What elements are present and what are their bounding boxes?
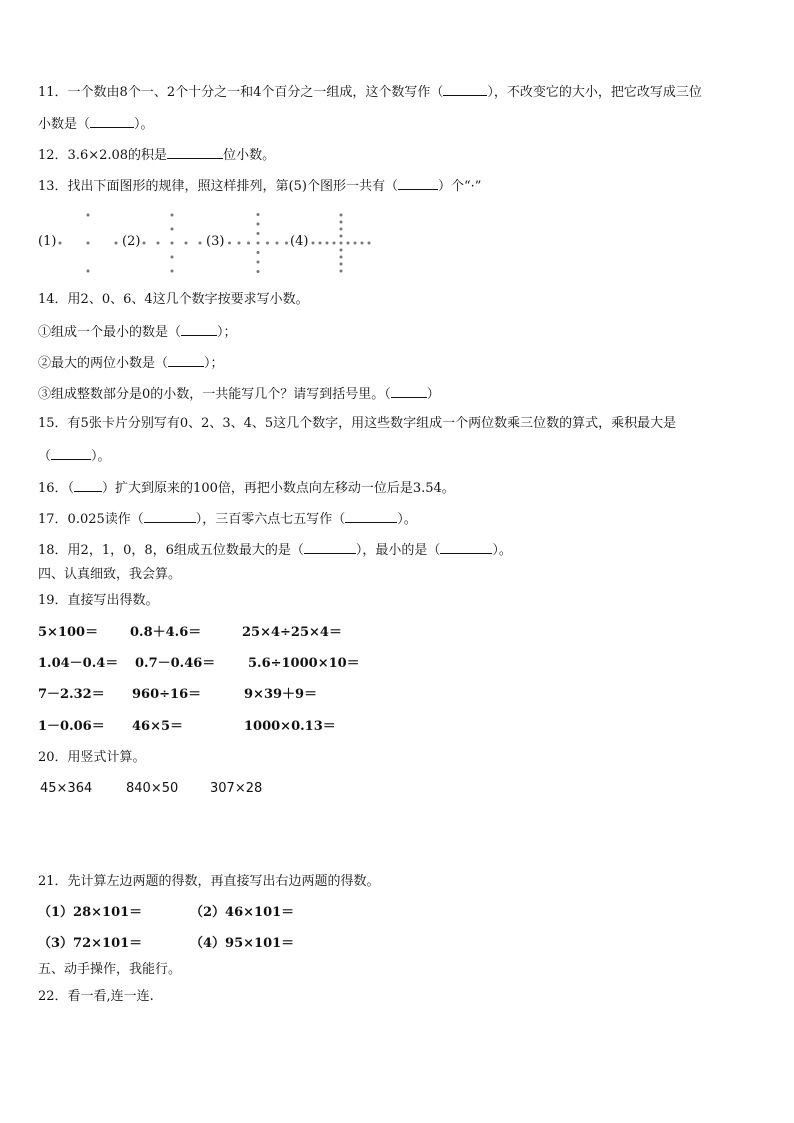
figure-dot bbox=[361, 242, 364, 245]
figure-dot bbox=[171, 214, 174, 217]
figure-dot bbox=[257, 223, 260, 226]
dot-figure-2 bbox=[143, 214, 202, 273]
calc-item: （1）28×101＝ bbox=[38, 905, 143, 920]
figure-dot bbox=[171, 242, 174, 245]
question-15-line-1: 15．有5张卡片分别写有0、2、3、4、5这几个数字，用这些数字组成一个两位数乘三位数的算式，乘积最大是 bbox=[38, 416, 677, 431]
figure-dot bbox=[257, 232, 260, 235]
question-14-sub-2: ②最大的两位小数是（ ）； bbox=[38, 356, 224, 371]
figure-dot bbox=[115, 242, 118, 245]
question-12: 12．3.6×2.08的积是 位小数。 bbox=[38, 148, 276, 163]
figure-dot bbox=[59, 242, 62, 245]
figure-dot bbox=[340, 242, 343, 245]
answer-blank[interactable] bbox=[391, 385, 427, 398]
figure-dot bbox=[171, 228, 174, 231]
question-21-stem: 21．先计算左边两题的得数，再直接写出右边两题的得数。 bbox=[38, 874, 380, 889]
section-4-heading: 四、认真细致，我会算。 bbox=[38, 567, 182, 582]
answer-blank[interactable] bbox=[398, 177, 438, 190]
calc-item: （4）95×101＝ bbox=[190, 936, 295, 951]
figure-dot bbox=[333, 242, 336, 245]
figure-1-label: (1) bbox=[38, 234, 57, 249]
question-20-stem: 20．用竖式计算。 bbox=[38, 750, 146, 765]
figure-dot bbox=[143, 242, 146, 245]
question-14-stem: 14．用2、0、6、4这几个数字按要求写小数。 bbox=[38, 292, 309, 307]
answer-blank[interactable] bbox=[144, 510, 196, 523]
calc-item: 46×5＝ bbox=[132, 719, 184, 734]
figure-dot bbox=[257, 213, 260, 216]
figure-dot bbox=[340, 256, 343, 259]
answer-blank[interactable] bbox=[345, 510, 397, 523]
figure-dot bbox=[312, 242, 315, 245]
answer-blank[interactable] bbox=[168, 354, 204, 367]
calc-item: 5.6÷1000×10＝ bbox=[248, 656, 360, 671]
figure-dot bbox=[276, 242, 279, 245]
answer-blank[interactable] bbox=[181, 323, 217, 336]
question-18: 18．用2，1，0，8，6组成五位数最大的是（ ），最小的是（ ）。 bbox=[38, 543, 512, 558]
figure-dot bbox=[326, 242, 329, 245]
dot-figure-4 bbox=[312, 214, 371, 273]
calc-item: 7－2.32＝ bbox=[38, 687, 105, 702]
calc-item: 25×4÷25×4＝ bbox=[242, 625, 342, 640]
answer-blank[interactable] bbox=[167, 146, 223, 159]
answer-blank[interactable] bbox=[304, 541, 356, 554]
question-17: 17．0.025读作（ ），三百零六点七五写作（ ）。 bbox=[38, 512, 417, 527]
figure-dot bbox=[247, 242, 250, 245]
section-5-heading: 五、动手操作，我能行。 bbox=[38, 962, 182, 977]
figure-dot bbox=[238, 242, 241, 245]
question-11-line-1: 11．一个数由8个一、2个十分之一和4个百分之一组成，这个数写作（ ），不改变它的大小，把它改写成三位 bbox=[38, 85, 702, 100]
calc-item: 1－0.06＝ bbox=[38, 719, 105, 734]
figure-dot bbox=[340, 263, 343, 266]
calc-item: （2）46×101＝ bbox=[190, 905, 295, 920]
question-13: 13．找出下面图形的规律，照这样排列，第(5)个图形一共有（ ）个“·” bbox=[38, 179, 482, 194]
calc-item: 1.04－0.4＝ bbox=[38, 656, 119, 671]
question-11-line-2: 小数是（ ）。 bbox=[38, 117, 154, 132]
question-15-line-2: （ ）。 bbox=[38, 449, 111, 464]
answer-blank[interactable] bbox=[440, 541, 492, 554]
calc-item: 9×39＋9＝ bbox=[244, 687, 318, 702]
figure-dot bbox=[199, 242, 202, 245]
figure-2-label: (2) bbox=[122, 234, 141, 249]
figure-dot bbox=[185, 242, 188, 245]
figure-dot bbox=[319, 242, 322, 245]
figure-dot bbox=[228, 242, 231, 245]
question-22-stem: 22．看一看,连一连. bbox=[38, 989, 154, 1004]
question-19-stem: 19．直接写出得数。 bbox=[38, 593, 159, 608]
figure-dot bbox=[340, 221, 343, 224]
dot-pattern-figures bbox=[0, 205, 794, 285]
calc-item: （3）72×101＝ bbox=[38, 936, 143, 951]
figure-dot bbox=[340, 249, 343, 252]
figure-dot bbox=[87, 242, 90, 245]
figure-3-label: (3) bbox=[206, 234, 225, 249]
figure-dot bbox=[257, 261, 260, 264]
figure-dot bbox=[257, 270, 260, 273]
figure-dot bbox=[340, 214, 343, 217]
figure-dot bbox=[347, 242, 350, 245]
figure-4-label: (4) bbox=[290, 234, 309, 249]
figure-dot bbox=[257, 251, 260, 254]
figure-dot bbox=[340, 228, 343, 231]
vertical-calc-item: 307×28 bbox=[210, 781, 263, 796]
answer-blank[interactable] bbox=[90, 115, 134, 128]
question-14-sub-1: ①组成一个最小的数是（ ）； bbox=[38, 325, 237, 340]
figure-dot bbox=[257, 242, 260, 245]
dot-figure-1 bbox=[59, 214, 118, 273]
figure-dot bbox=[171, 256, 174, 259]
figure-dot bbox=[285, 242, 288, 245]
figure-dot bbox=[340, 270, 343, 273]
figure-dot bbox=[354, 242, 357, 245]
calc-item: 0.7－0.46＝ bbox=[135, 656, 216, 671]
question-16: 16．（ ）扩大到原来的100倍，再把小数点向左移动一位后是3.54。 bbox=[38, 481, 455, 496]
figure-dot bbox=[87, 270, 90, 273]
figure-dot bbox=[87, 214, 90, 217]
vertical-calc-item: 840×50 bbox=[126, 781, 179, 796]
calc-item: 1000×0.13＝ bbox=[244, 719, 336, 734]
figure-dot bbox=[368, 242, 371, 245]
calc-item: 0.8＋4.6＝ bbox=[130, 625, 202, 640]
vertical-calc-item: 45×364 bbox=[40, 781, 93, 796]
figure-dot bbox=[171, 270, 174, 273]
calc-item: 5×100＝ bbox=[38, 625, 99, 640]
figure-dot bbox=[157, 242, 160, 245]
question-14-sub-3: ③组成整数部分是0的小数，一共能写几个？请写到括号里。（ ） bbox=[38, 387, 440, 402]
figure-dot bbox=[266, 242, 269, 245]
answer-blank[interactable] bbox=[74, 479, 102, 492]
calc-item: 960÷16＝ bbox=[132, 687, 202, 702]
answer-blank[interactable] bbox=[443, 83, 487, 96]
answer-blank[interactable] bbox=[51, 447, 91, 460]
dot-figure-3 bbox=[228, 213, 288, 273]
figure-dot bbox=[340, 235, 343, 238]
